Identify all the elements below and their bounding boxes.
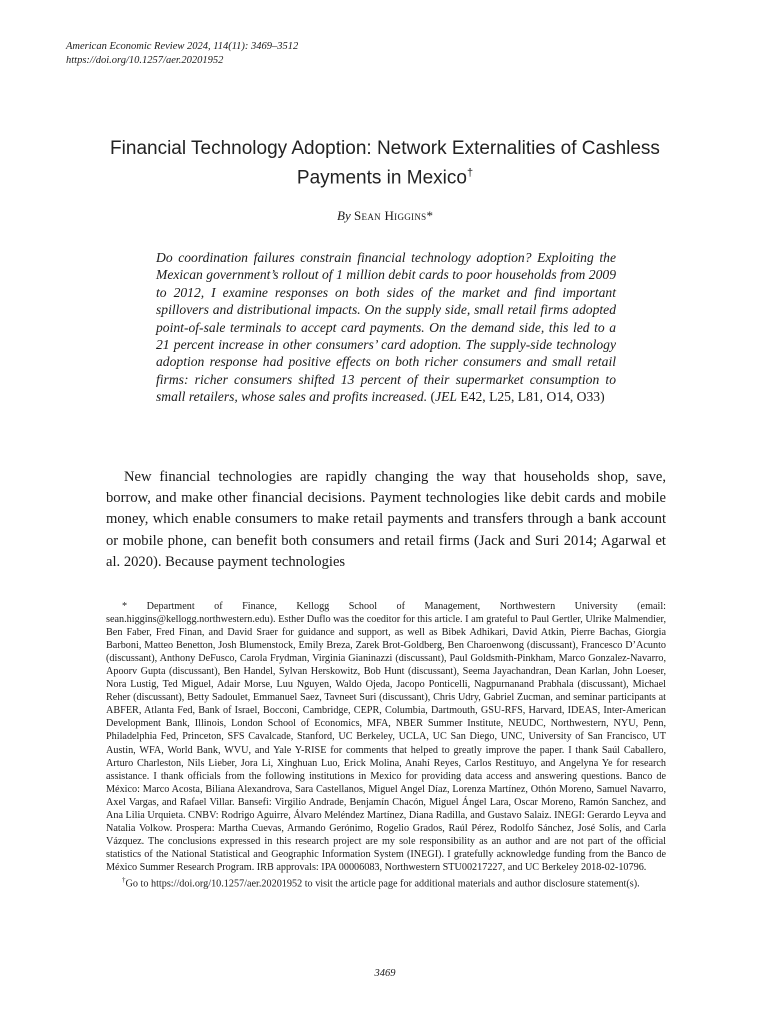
dagger-footnote-marker[interactable]: †	[466, 167, 474, 179]
journal-citation: American Economic Review 2024, 114(11): 3469–3512	[66, 41, 299, 52]
byline	[0, 208, 770, 224]
jel-label: JEL	[435, 389, 457, 405]
author-name: Sean Higgins	[354, 208, 427, 223]
author-footnote-mark: *	[122, 601, 128, 612]
author-footnote-text: Department of Finance, Kellogg School of Management, Northwestern University (email: sean.higgins@kellogg.northwestern.edu). Esther Duflo was the coeditor for this article. I am grateful to Paul Gertler, Ulrike Malmendier, Ben Faber, Fred Finan, and David Sraer for guidance and support, as well as Bibek Adhikari, David Atkin, Pierre Bachas, Giorgia Barboni, Matteo Benetton, Josh Blumenstock, Emily Breza, Zarek Brot-Goldberg, Ben Charoenwong (discussant), Francesco D’Acunto (discussant), Anthony DeFusco, Carola Frydman, Virginia Gianinazzi (discussant), Paul Goldsmith-Pinkham, Marco Gonzalez-Navarro, Apoorv Gupta (discussant), Ben Handel, Sylvan Herskowitz, Bob Hunt (discussant), Seema Jayachandran, Dean Karlan, John Loeser, Nora Lustig, Ted Miguel, Adair Morse, Luu Nguyen, Waldo Ojeda, Jacopo Ponticelli, Nagpurnanand Prabhala (discussant), Michael Reher (discussant), Betty Sadoulet, Emmanuel Saez, Tavneet Suri (discussant), Chris Udry, Gabriel Zucman, and seminar participants at ABFER, Atlanta Fed, Bank of Israel, Bocconi, Cambridge, CEPR, Columbia, Dartmouth, GSU-RFS, Harvard, IDEAS, Inter-American Development Bank, Illinois, London School of Economics, MFA, NBER Summer Institute, NEUDC, Northwestern, NYU, Penn, Philadelphia Fed, Princeton, SFS Cavalcade, Stanford, UC Berkeley, UCLA, UC San Diego, UNC, University of San Francisco, UT Austin, WFA, World Bank, WVU, and Yale Y-RISE for comments that helped to greatly improve the paper. I thank Saúl Caballero, Arturo Charleston, Nils Lieber, Jora Li, Xinghuan Luo, Erick Molina, Anahí Reyes, Carlos Restituyo, and Angelyna Ye for research assistance. I thank officials from the following institutions in Mexico for providing data access and answering questions. Banco de México: Marco Acosta, Biliana Alexandrova, Sara Castellanos, Miguel Angel Díaz, Lorenza Martínez, Othón Moreno, Samuel Navarro, Axel Vargas, and Rafael Villar. Bansefi: Virgilio Andrade, Benjamín Chacón, Miguel Ángel Lara, Oscar Moreno, Ramón Sanchez, and Ana Lilia Urquieta. CNBV: Rodrigo Aguirre, Álvaro Meléndez Martínez, Diana Radilla, and Gustavo Salaiz. INEGI: Gerardo Leyva and Natalia Volkow. Prospera: Martha Cuevas, Armando Gerónimo, Rogelio Grados, Raúl Pérez, Rodolfo Sánchez, José Solís, and Carla Vázquez. The conclusions expressed in this research project are my sole responsibility as an author and are not part of the official statistics of the National Statistical and Geographic Information System (INEGI). I gratefully acknowledge funding from the Banco de México Summer Research Program. IRB approvals: IPA 00006083, Northwestern STU00217227, and UC Berkeley 2018-02-10796.	[106, 601, 667, 873]
abstract	[156, 249, 616, 406]
footnotes	[106, 600, 666, 890]
dagger-footnote-mark: †	[122, 875, 126, 884]
journal-header	[66, 40, 298, 68]
dagger-footnote-text: Go to https://doi.org/10.1257/aer.20201952 to visit the article page for additional materials and author disclosure statement(s).	[125, 878, 640, 890]
body-paragraph: New financial technologies are rapidly changing the way that households shop, save, borrow, and make other financial decisions. Payment technologies like debit cards and mobile money, which enable consumers to make retail payments and transfers through a bank account or mobile phone, can benefit both consumers and retail firms (Jack and Suri 2014; Agarwal et al. 2020). Because payment technologies	[106, 469, 666, 570]
article-title-text: Financial Technology Adoption: Network Externalities of Cashless Payments in Mexico	[110, 138, 660, 189]
abstract-text: Do coordination failures constrain financial technology adoption? Exploiting the Mexican government’s rollout of 1 million debit cards to poor households from 2009 to 2012, I examine responses on both sides of the market and find important spillovers and distributional impacts. On the supply side, small retail firms adopted point-of-sale terminals to accept card payments. On the demand side, this led to a 21 percent increase in other consumers’ card adoption. The supply-side technology adoption response had positive effects on both richer consumers and small retail firms: richer consumers shifted 13 percent of their supermarket consumption to small retailers, whose sales and profits increased.	[156, 250, 616, 405]
byline-by: By	[337, 208, 351, 223]
page-number: 3469	[374, 968, 396, 979]
jel-codes: E42, L25, L81, O14, O33	[460, 389, 601, 405]
doi-link[interactable]: https://doi.org/10.1257/aer.20201952	[66, 55, 224, 66]
jel-codes-block: (JEL E42, L25, L81, O14, O33)	[430, 389, 605, 405]
author-footnote	[106, 600, 666, 874]
article-title	[80, 136, 690, 190]
dagger-footnote	[106, 874, 666, 890]
author-footnote-marker[interactable]: *	[426, 208, 433, 223]
